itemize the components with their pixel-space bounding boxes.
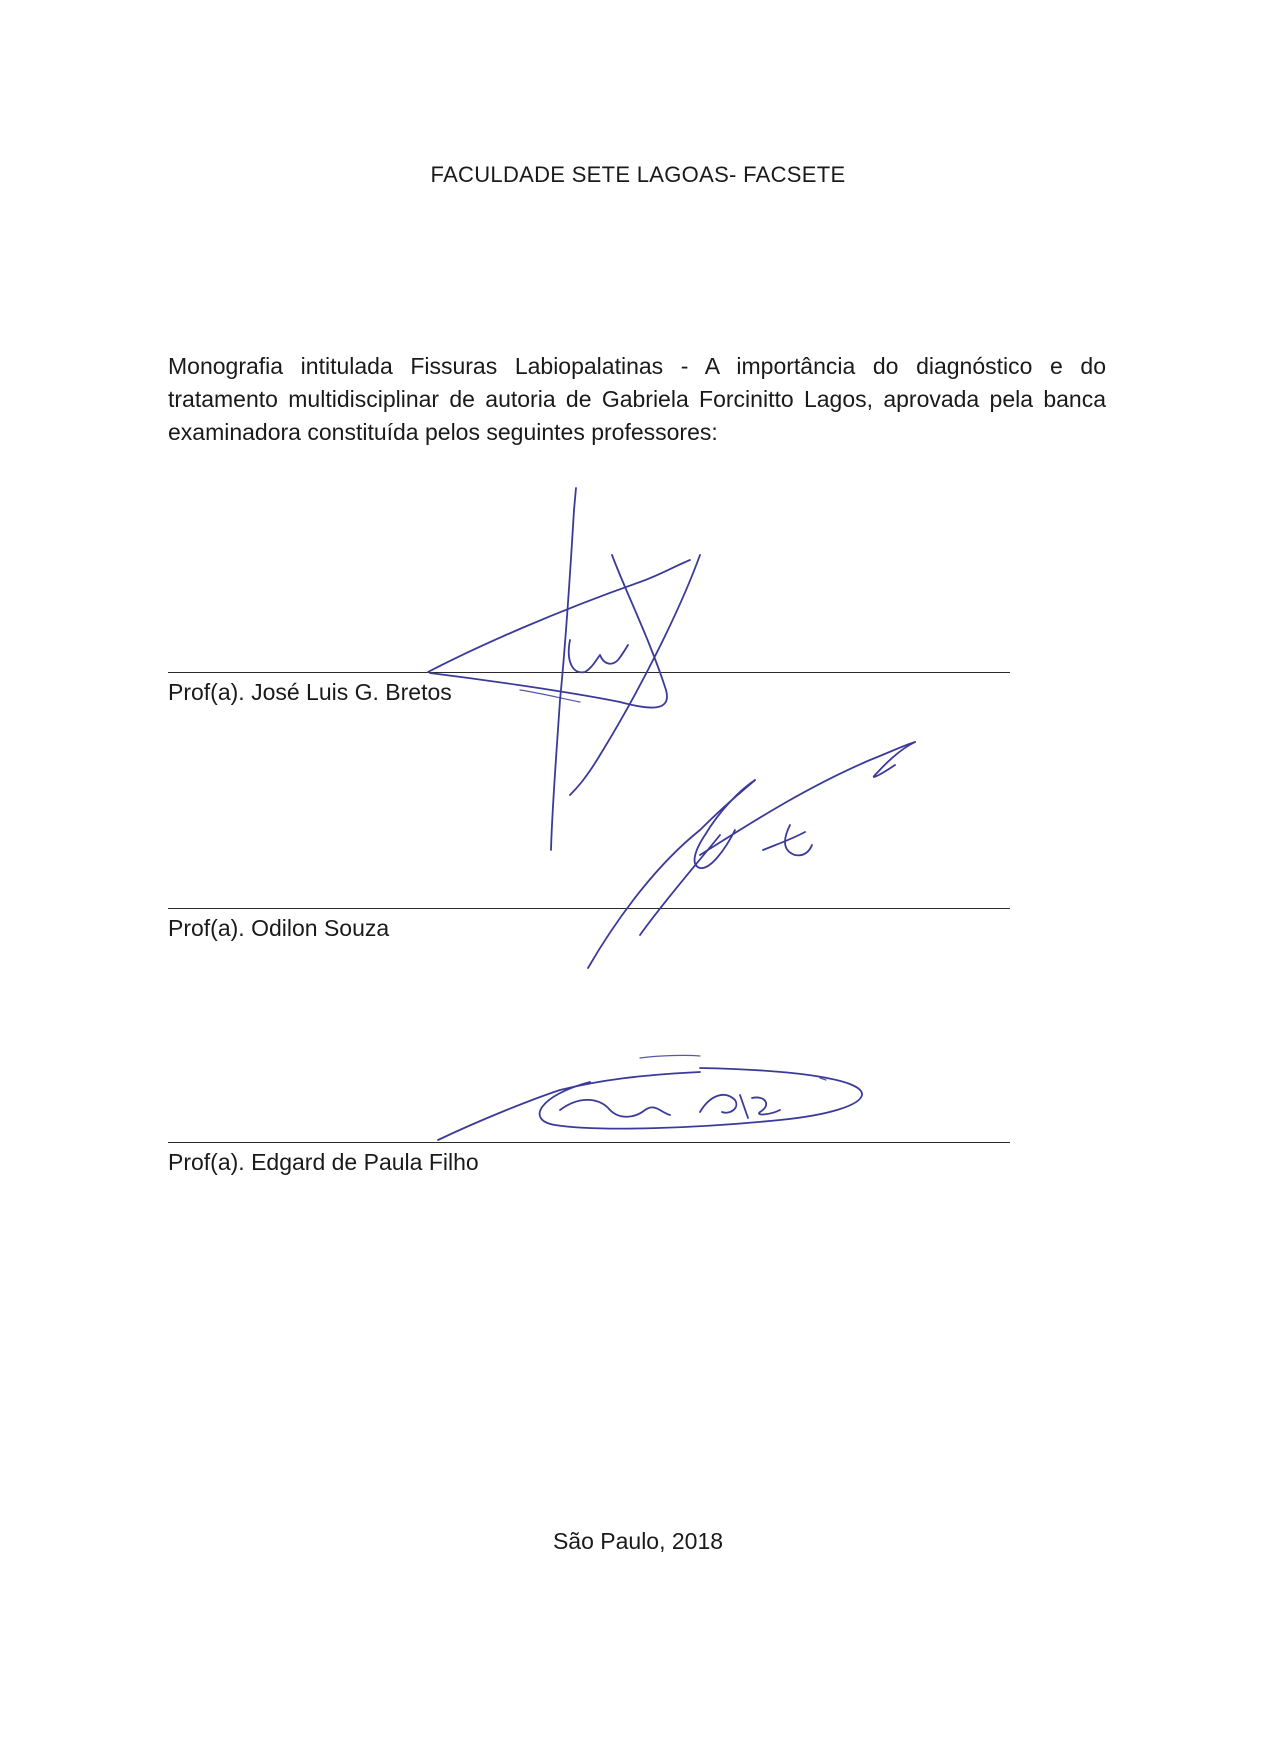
signature-3-icon [438,1055,862,1140]
place-date: São Paulo, 2018 [552,1528,724,1554]
signature-1-icon [428,488,700,850]
signature-block-2 [168,908,1010,942]
signature-line [168,908,1010,909]
signature-block-3 [168,1142,1010,1176]
institution-title: FACULDADE SETE LAGOAS- FACSETE [430,162,846,187]
signature-block-1 [168,672,1010,706]
signature-line [168,672,1010,673]
signature-line [168,1142,1010,1143]
approval-paragraph: Monografia intitulada Fissuras Labiopalatinas - A importância do diagnóstico e do tratamento multidisciplinar de autoria de Gabriela Forcinitto Lagos, aprovada pela banca examinadora constituída pelos seguintes professores: [168,353,1106,445]
signatory-name: Prof(a). Edgard de Paula Filho [168,1149,479,1175]
signatory-name: Prof(a). Odilon Souza [168,915,390,941]
signatory-name: Prof(a). José Luis G. Bretos [168,679,452,705]
